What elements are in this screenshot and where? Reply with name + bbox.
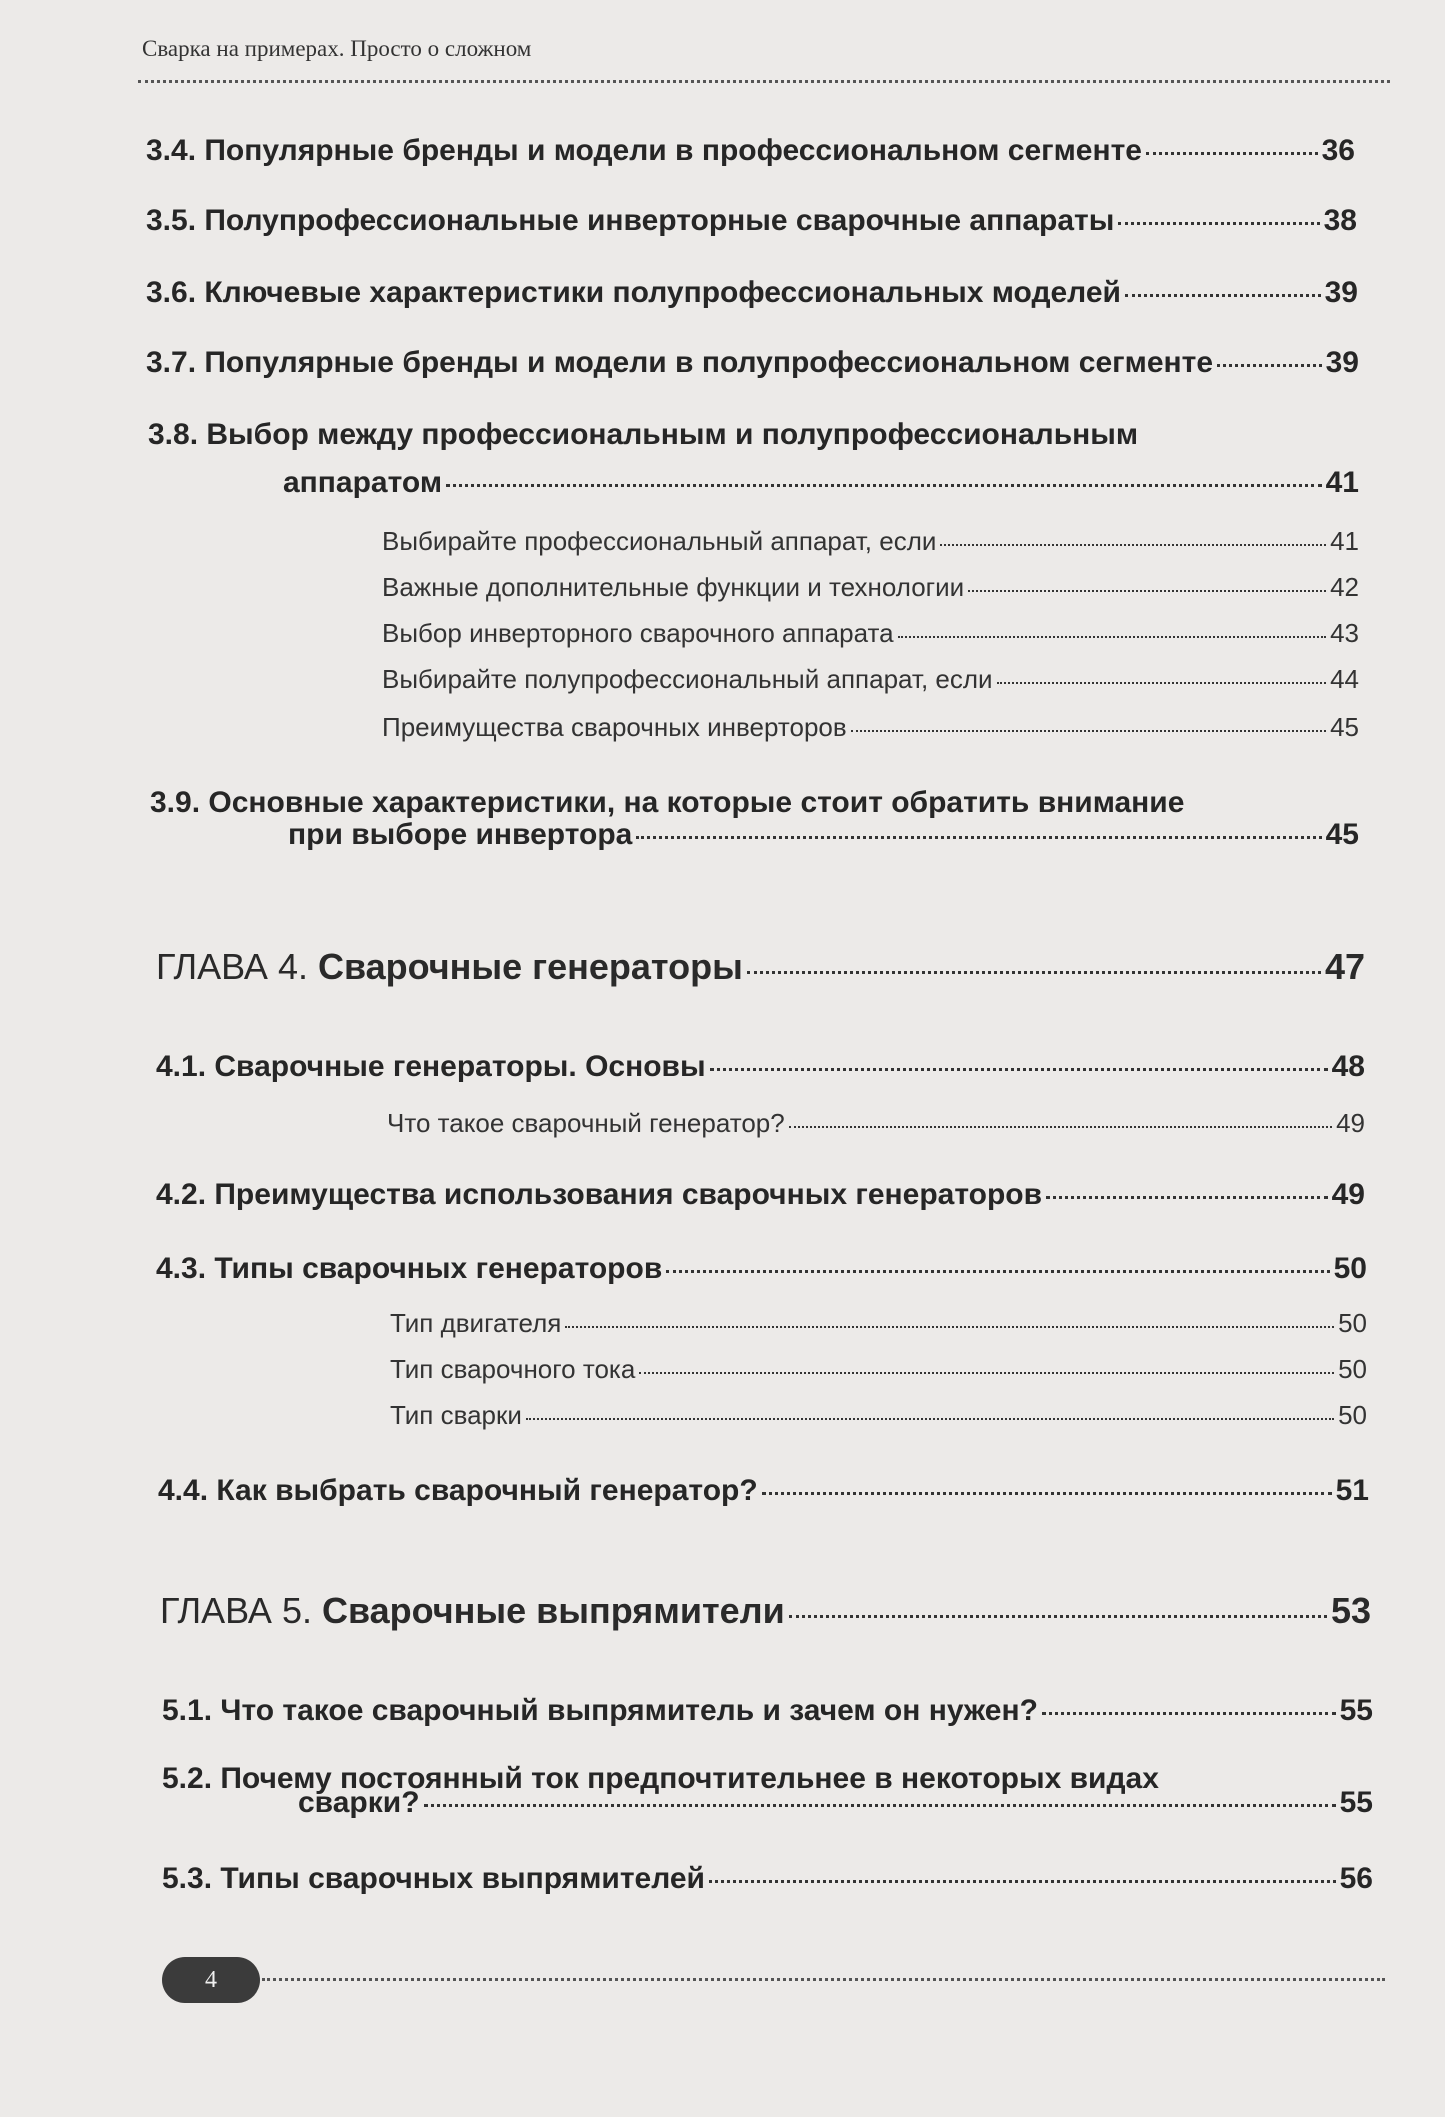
toc-subentry-label: Тип сварочного тока xyxy=(390,1354,636,1384)
leader-dots xyxy=(789,1615,1327,1618)
toc-entry-label: 4.3. Типы сварочных генераторов xyxy=(156,1252,663,1285)
toc-entry-3-4[interactable] xyxy=(146,134,1355,168)
toc-entry-5-2-line1[interactable]: 5.2. Почему постоянный ток предпочтительнее в некоторых видах xyxy=(162,1762,1159,1795)
leader-dots xyxy=(1118,222,1319,225)
toc-entry-page: 51 xyxy=(1335,1474,1369,1507)
toc-subentry-page: 50 xyxy=(1338,1308,1367,1338)
toc-entry-3-8[interactable] xyxy=(283,466,1359,500)
running-title: Сварка на примерах. Просто о сложном xyxy=(142,36,532,61)
leader-dots xyxy=(997,682,1327,684)
leader-dots xyxy=(762,1492,1332,1495)
toc-entry-3-6[interactable] xyxy=(146,276,1358,310)
toc-subentry[interactable] xyxy=(382,618,1359,649)
leader-dots xyxy=(851,730,1326,732)
leader-dots xyxy=(1146,152,1318,155)
toc-subentry-label: Тип сварки xyxy=(390,1400,522,1430)
leader-dots xyxy=(1217,364,1322,367)
toc-entry-4-2[interactable] xyxy=(156,1178,1365,1212)
leader-dots xyxy=(446,484,1322,487)
toc-entry-page: 38 xyxy=(1323,204,1357,237)
toc-entry-page: 45 xyxy=(1325,818,1359,851)
leader-dots xyxy=(789,1126,1332,1128)
toc-entry-label: 3.6. Ключевые характеристики полупрофессиональных моделей xyxy=(146,276,1121,309)
leader-dots xyxy=(424,1804,1336,1807)
toc-entry-page: 48 xyxy=(1331,1050,1365,1083)
toc-entry-page: 50 xyxy=(1333,1252,1367,1285)
toc-entry-label: аппаратом xyxy=(283,466,443,499)
toc-subentry-label: Выбор инверторного сварочного аппарата xyxy=(382,618,894,648)
toc-subentry-page: 43 xyxy=(1330,618,1359,648)
leader-dots xyxy=(709,1880,1336,1883)
toc-subentry-page: 41 xyxy=(1330,526,1359,556)
toc-subentry[interactable] xyxy=(390,1308,1367,1339)
toc-entry-page: 39 xyxy=(1325,346,1359,379)
toc-subentry-label: Важные дополнительные функции и технологии xyxy=(382,572,965,602)
leader-dots xyxy=(636,836,1321,839)
toc-entry-4-3[interactable] xyxy=(156,1252,1367,1286)
toc-entry-label: 5.3. Типы сварочных выпрямителей xyxy=(162,1862,705,1895)
toc-entry-label: 3.7. Популярные бренды и модели в полупрофессиональном сегменте xyxy=(146,346,1214,379)
footer-rule xyxy=(262,1978,1385,1981)
toc-subentry[interactable] xyxy=(382,526,1359,557)
chapter-page: 53 xyxy=(1330,1590,1371,1631)
toc-chapter-4[interactable] xyxy=(156,946,1365,988)
header-rule xyxy=(138,80,1390,83)
leader-dots xyxy=(666,1270,1329,1273)
toc-entry-page: 56 xyxy=(1339,1862,1373,1895)
toc-entry-5-3[interactable] xyxy=(162,1862,1373,1896)
toc-entry-4-1[interactable] xyxy=(156,1050,1365,1084)
chapter-number: ГЛАВА 5. xyxy=(160,1590,312,1631)
leader-dots xyxy=(526,1418,1334,1420)
toc-subentry-label: Тип двигателя xyxy=(390,1308,562,1338)
toc-chapter-5[interactable] xyxy=(160,1590,1371,1632)
toc-entry-3-5[interactable] xyxy=(146,204,1357,238)
toc-entry-label: 4.2. Преимущества использования сварочных генераторов xyxy=(156,1178,1043,1211)
toc-entry-page: 49 xyxy=(1331,1178,1365,1211)
toc-entry-label: сварки? xyxy=(298,1786,420,1819)
leader-dots xyxy=(639,1372,1334,1374)
toc-subentry[interactable] xyxy=(390,1400,1367,1431)
toc-subentry-label: Выбирайте профессиональный аппарат, если xyxy=(382,526,937,556)
toc-entry-page: 41 xyxy=(1325,466,1359,499)
toc-subentry-page: 50 xyxy=(1338,1400,1367,1430)
leader-dots xyxy=(565,1326,1334,1328)
page-number-badge: 4 xyxy=(162,1957,260,2003)
toc-entry-page: 39 xyxy=(1324,276,1358,309)
leader-dots xyxy=(1046,1196,1328,1199)
toc-entry-label: 3.5. Полупрофессиональные инверторные сварочные аппараты xyxy=(146,204,1115,237)
leader-dots xyxy=(747,971,1321,974)
chapter-title: Сварочные выпрямители xyxy=(321,1590,785,1631)
toc-subentry-page: 49 xyxy=(1336,1108,1365,1138)
toc-subentry[interactable] xyxy=(387,1108,1365,1139)
toc-subentry-label: Преимущества сварочных инверторов xyxy=(382,712,847,742)
toc-entry-5-1[interactable] xyxy=(162,1694,1373,1728)
toc-subentry[interactable] xyxy=(382,572,1359,603)
toc-subentry-label: Что такое сварочный генератор? xyxy=(387,1108,785,1138)
chapter-number: ГЛАВА 4. xyxy=(156,946,308,987)
toc-subentry[interactable] xyxy=(390,1354,1367,1385)
toc-entry-3-9[interactable] xyxy=(288,818,1359,852)
toc-subentry-page: 42 xyxy=(1330,572,1359,602)
toc-subentry[interactable] xyxy=(382,712,1359,743)
chapter-page: 47 xyxy=(1324,946,1365,987)
toc-entry-label: 4.4. Как выбрать сварочный генератор? xyxy=(158,1474,758,1507)
toc-entry-page: 36 xyxy=(1321,134,1355,167)
toc-entry-3-7[interactable] xyxy=(146,346,1359,380)
leader-dots xyxy=(1125,294,1321,297)
toc-entry-3-9-line1[interactable]: 3.9. Основные характеристики, на которые стоит обратить внимание xyxy=(150,786,1185,819)
toc-entry-3-8-line1[interactable]: 3.8. Выбор между профессиональным и полупрофессиональным xyxy=(148,418,1139,451)
toc-entry-5-2[interactable] xyxy=(298,1786,1373,1820)
toc-entry-page: 55 xyxy=(1339,1786,1373,1819)
toc-entry-label: 5.1. Что такое сварочный выпрямитель и зачем он нужен? xyxy=(162,1694,1038,1727)
toc-subentry-page: 44 xyxy=(1330,664,1359,694)
toc-subentry[interactable] xyxy=(382,664,1359,695)
toc-entry-4-4[interactable] xyxy=(158,1474,1369,1508)
toc-entry-label: при выборе инвертора xyxy=(288,818,633,851)
toc-subentry-page: 45 xyxy=(1330,712,1359,742)
chapter-title: Сварочные генераторы xyxy=(317,946,743,987)
leader-dots xyxy=(940,544,1326,546)
leader-dots xyxy=(710,1068,1328,1071)
leader-dots xyxy=(968,590,1326,592)
toc-subentry-page: 50 xyxy=(1338,1354,1367,1384)
toc-subentry-label: Выбирайте полупрофессиональный аппарат, если xyxy=(382,664,993,694)
leader-dots xyxy=(1042,1712,1336,1715)
toc-entry-label: 4.1. Сварочные генераторы. Основы xyxy=(156,1050,706,1083)
leader-dots xyxy=(898,636,1327,638)
toc-entry-page: 55 xyxy=(1339,1694,1373,1727)
toc-entry-label: 3.4. Популярные бренды и модели в профессиональном сегменте xyxy=(146,134,1142,167)
